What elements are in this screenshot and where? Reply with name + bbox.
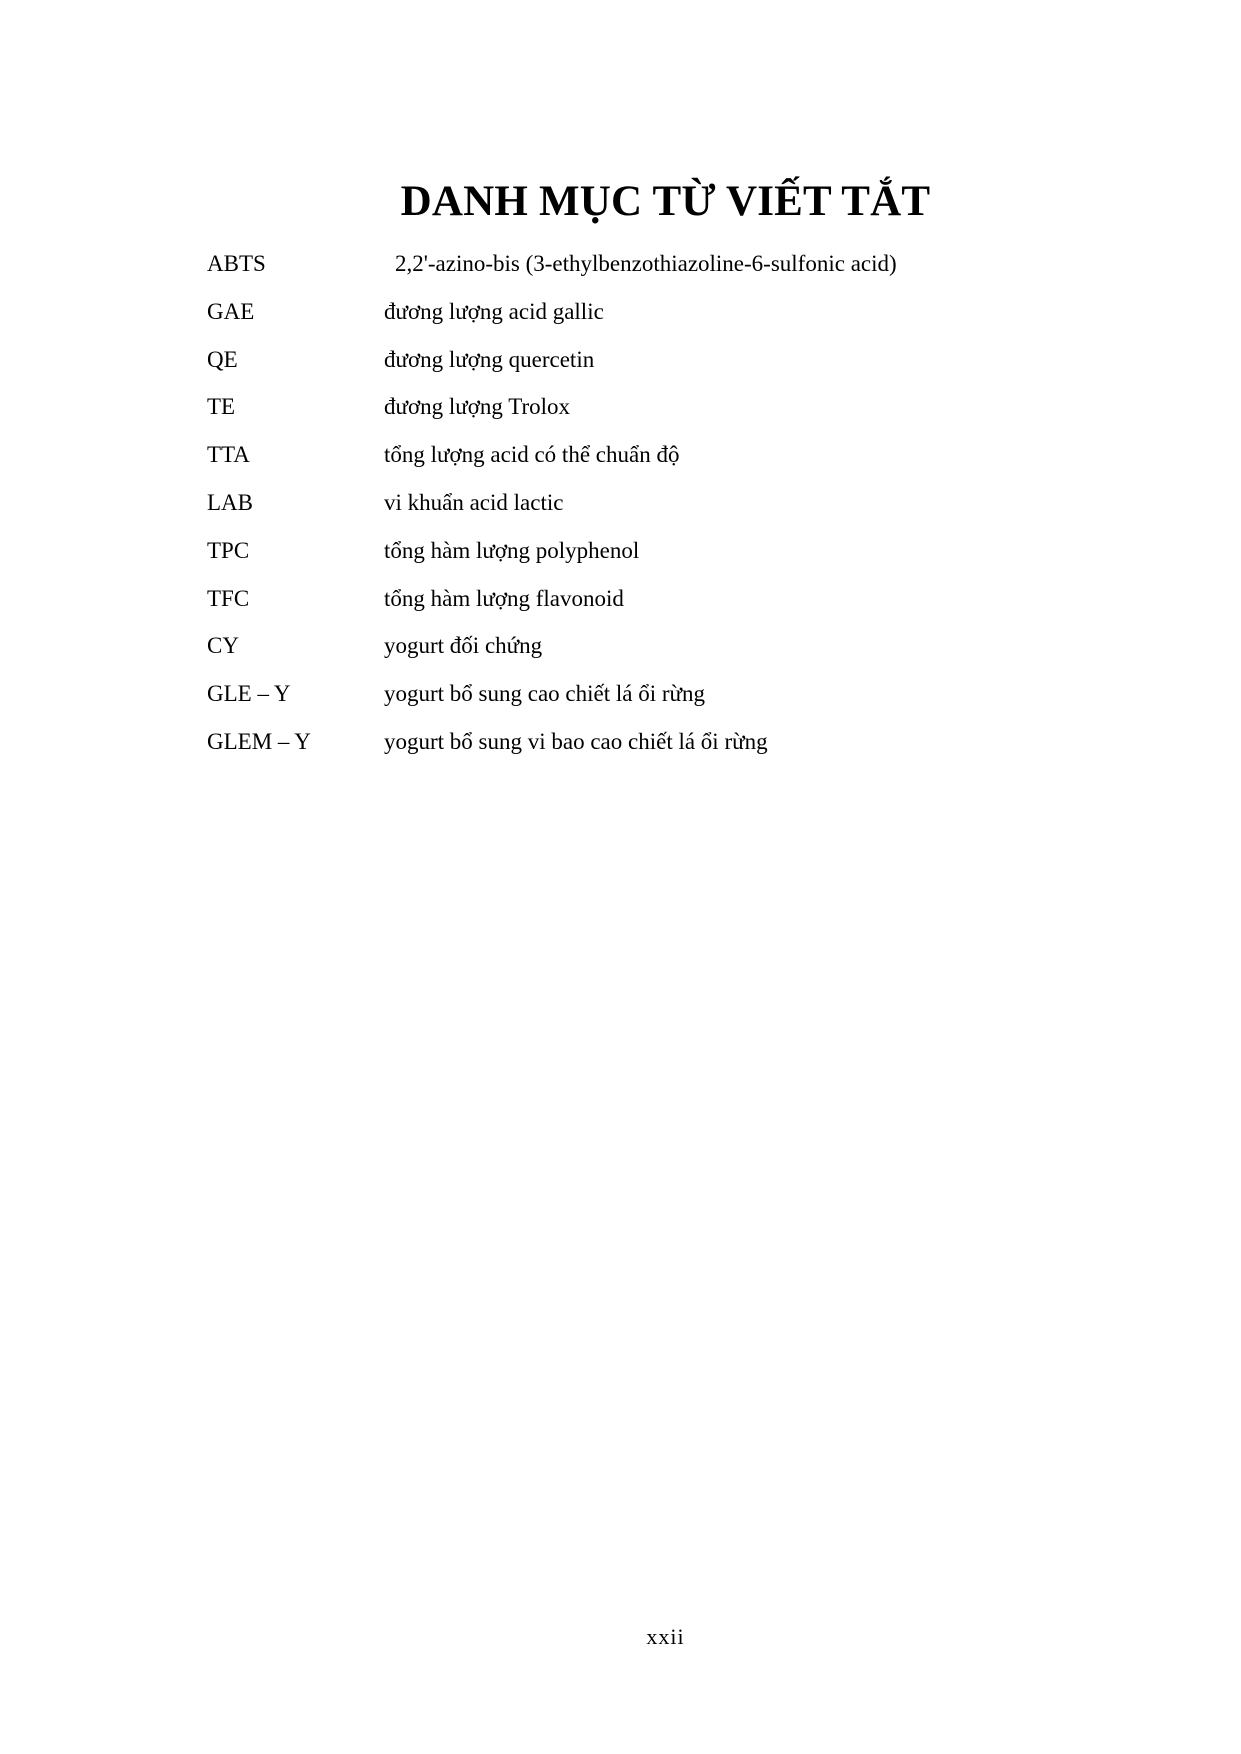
- abbreviation-row: [207, 727, 1107, 775]
- abbreviation-definition: 2,2'-azino-bis (3-ethylbenzothiazoline-6-sulfonic acid): [395, 251, 897, 276]
- abbreviation-row: [207, 536, 1107, 584]
- abbreviation-definition: đương lượng acid gallic: [384, 298, 604, 324]
- abbreviation-row: [207, 249, 1107, 297]
- page-title: DANH MỤC TỪ VIẾT TẮT: [400, 178, 931, 225]
- abbreviation-definition: tổng lượng acid có thể chuẩn độ: [384, 442, 680, 468]
- page-number: xxii: [646, 1624, 685, 1649]
- abbreviation-definition: yogurt bổ sung cao chiết lá ổi rừng: [384, 681, 705, 707]
- abbreviation-definition: tổng hàm lượng flavonoid: [384, 585, 624, 611]
- abbreviation-row: [207, 297, 1107, 345]
- abbreviation-definition: vi khuẩn acid lactic: [384, 489, 564, 515]
- abbreviation-code: TFC: [207, 585, 250, 611]
- abbreviation-list: [207, 249, 1107, 775]
- abbreviation-row: [207, 345, 1107, 393]
- abbreviation-code: TPC: [207, 537, 250, 563]
- abbreviation-definition: đương lượng quercetin: [384, 346, 595, 372]
- abbreviation-code: CY: [207, 633, 239, 659]
- abbreviation-row: [207, 392, 1107, 440]
- abbreviation-code: TTA: [207, 442, 250, 468]
- abbreviation-row: [207, 440, 1107, 488]
- abbreviation-code: GLE – Y: [207, 681, 291, 707]
- abbreviation-row: [207, 679, 1107, 727]
- abbreviation-definition: đương lượng Trolox: [384, 394, 571, 420]
- abbreviation-code: GAE: [207, 298, 255, 324]
- abbreviation-code: QE: [207, 346, 238, 372]
- abbreviation-code: LAB: [207, 489, 253, 515]
- abbreviation-code: TE: [207, 394, 236, 420]
- abbreviation-code: GLEM – Y: [207, 728, 311, 754]
- abbreviation-code: ABTS: [207, 251, 266, 276]
- abbreviation-definition: yogurt đối chứng: [384, 633, 543, 659]
- abbreviation-row: [207, 631, 1107, 679]
- abbreviation-definition: tổng hàm lượng polyphenol: [384, 537, 640, 563]
- abbreviation-row: [207, 584, 1107, 632]
- abbreviation-definition: yogurt bổ sung vi bao cao chiết lá ổi rừng: [384, 728, 768, 754]
- abbreviation-row: [207, 488, 1107, 536]
